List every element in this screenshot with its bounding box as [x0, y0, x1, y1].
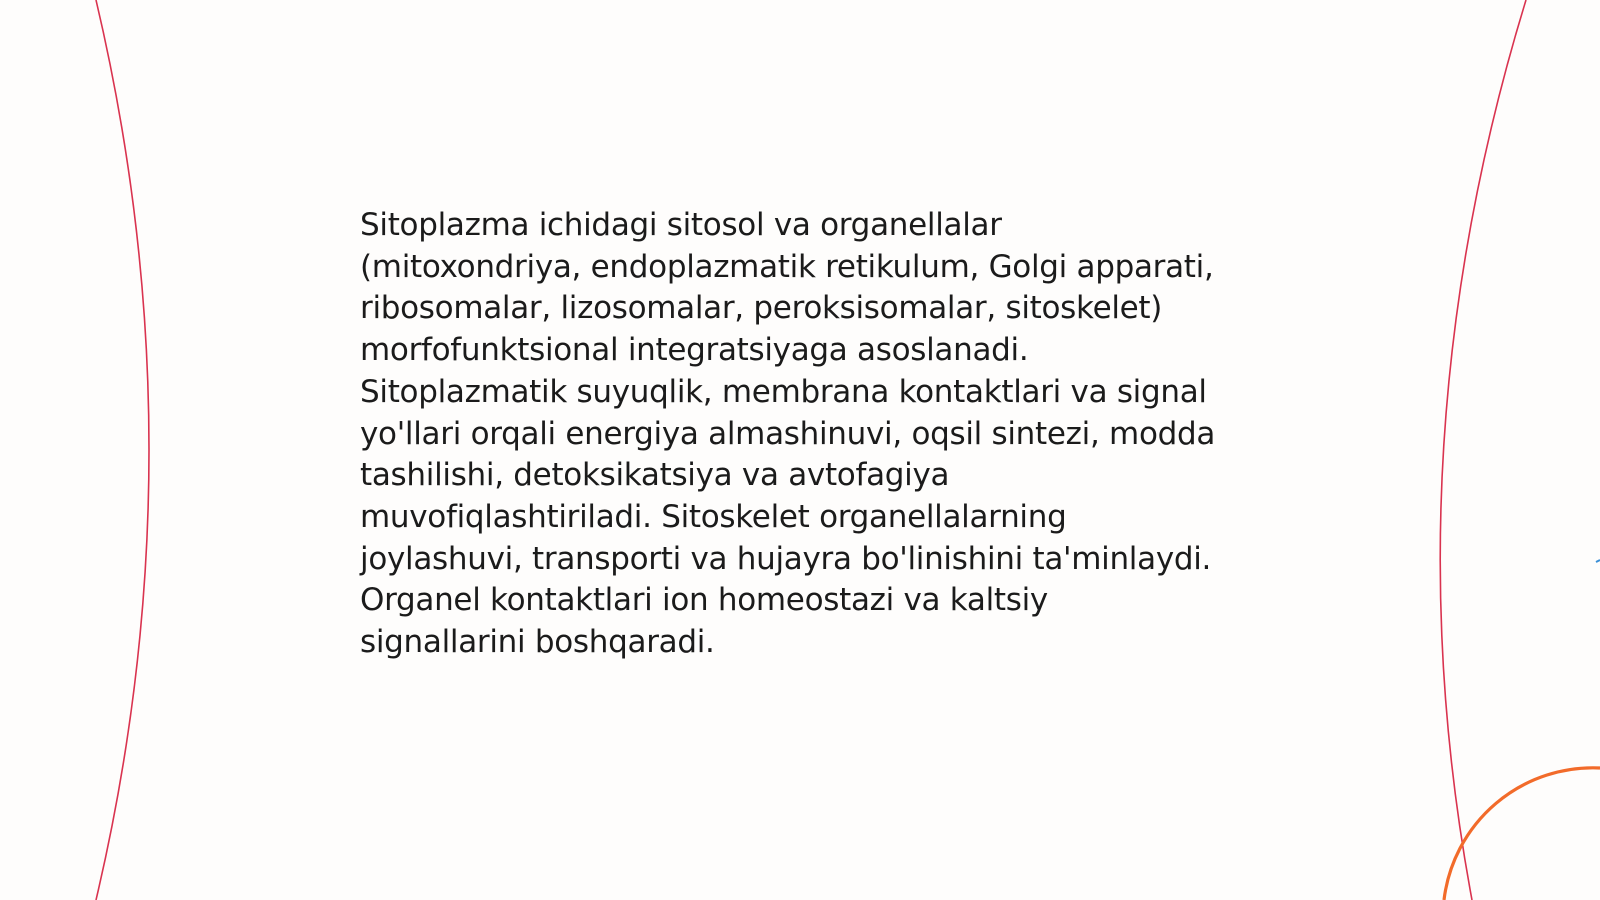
corner-arc [1444, 768, 1600, 900]
right-curve-line [1440, 0, 1526, 900]
accent-tick [1596, 560, 1600, 562]
body-text: Sitoplazma ichidagi sitosol va organellalar (mitoxondriya, endoplazmatik retikulum, Golgi apparati, ribosomalar, lizosomalar, peroksisomalar, sitoskelet) morfofunktsional integratsiyaga asoslanadi. Sitoplazmatik suyuqlik, membrana kontaktlari va signal yo'llari orqali energiya almashinuvi, oqsil sintezi, modda tashilishi, detoksikatsiya va avtofagiya muvofiqlashtiriladi. Sitoskelet organellalarning joylashuvi, transporti va hujayra bo'linishini ta'minlaydi. Organel kontaktlari ion homeostazi va kaltsiy signallarini boshqaradi. [360, 207, 1216, 661]
left-curve-line [96, 0, 149, 900]
